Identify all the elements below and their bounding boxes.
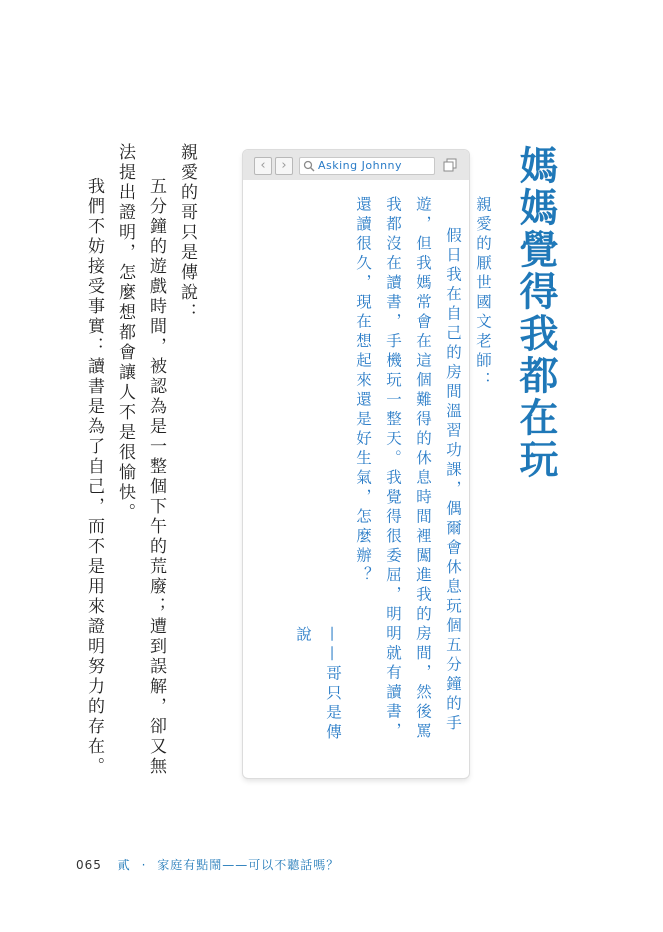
search-text: Asking Johnny — [318, 159, 403, 172]
chapter-title: 家庭有點鬧——可以不聽話嗎？ — [157, 858, 340, 872]
reply-salutation: 親愛的哥只是傳說： — [177, 143, 197, 323]
forward-button[interactable] — [275, 157, 293, 175]
back-button[interactable] — [254, 157, 272, 175]
reply-paragraph-1: 五分鐘的遊戲時間，被認為是一整個下午的荒廢；遭到誤解，卻又無法提出證明，怎麼想都會讓人不是很愉快。 — [115, 143, 166, 777]
search-input[interactable] — [299, 157, 435, 175]
search-icon — [303, 160, 315, 172]
body-text — [78, 143, 202, 783]
chevron-right-icon: › — [281, 158, 287, 173]
footer-separator: · — [141, 858, 146, 872]
browser-toolbar — [243, 150, 469, 180]
chevron-left-icon: ‹ — [260, 158, 266, 173]
page-number: 065 — [76, 858, 102, 872]
letter — [288, 196, 498, 756]
letter-paragraph: 假日我在自己的房間溫習功課，偶爾會休息玩個五分鐘的手遊，但我媽常會在這個難得的休息時間裡闖進我的房間，然後罵我都沒在讀書，手機玩一整天。我覺得很委屈，明明就有讀書，還讀很久，現在想起來還是好生氣，怎麼辦？ — [354, 196, 462, 742]
letter-salutation: 親愛的厭世國文老師： — [474, 196, 492, 391]
tabs-icon[interactable] — [443, 158, 457, 172]
page-footer — [76, 856, 339, 873]
chapter-number: 貳 — [117, 858, 130, 872]
letter-signature: ——哥只是傳說 — [294, 626, 342, 743]
page-title: 媽媽覺得我都在玩 — [513, 145, 558, 481]
reply-paragraph-2: 我們不妨接受事實：讀書是為了自己，而不是用來證明努力的存在。 — [84, 177, 104, 777]
